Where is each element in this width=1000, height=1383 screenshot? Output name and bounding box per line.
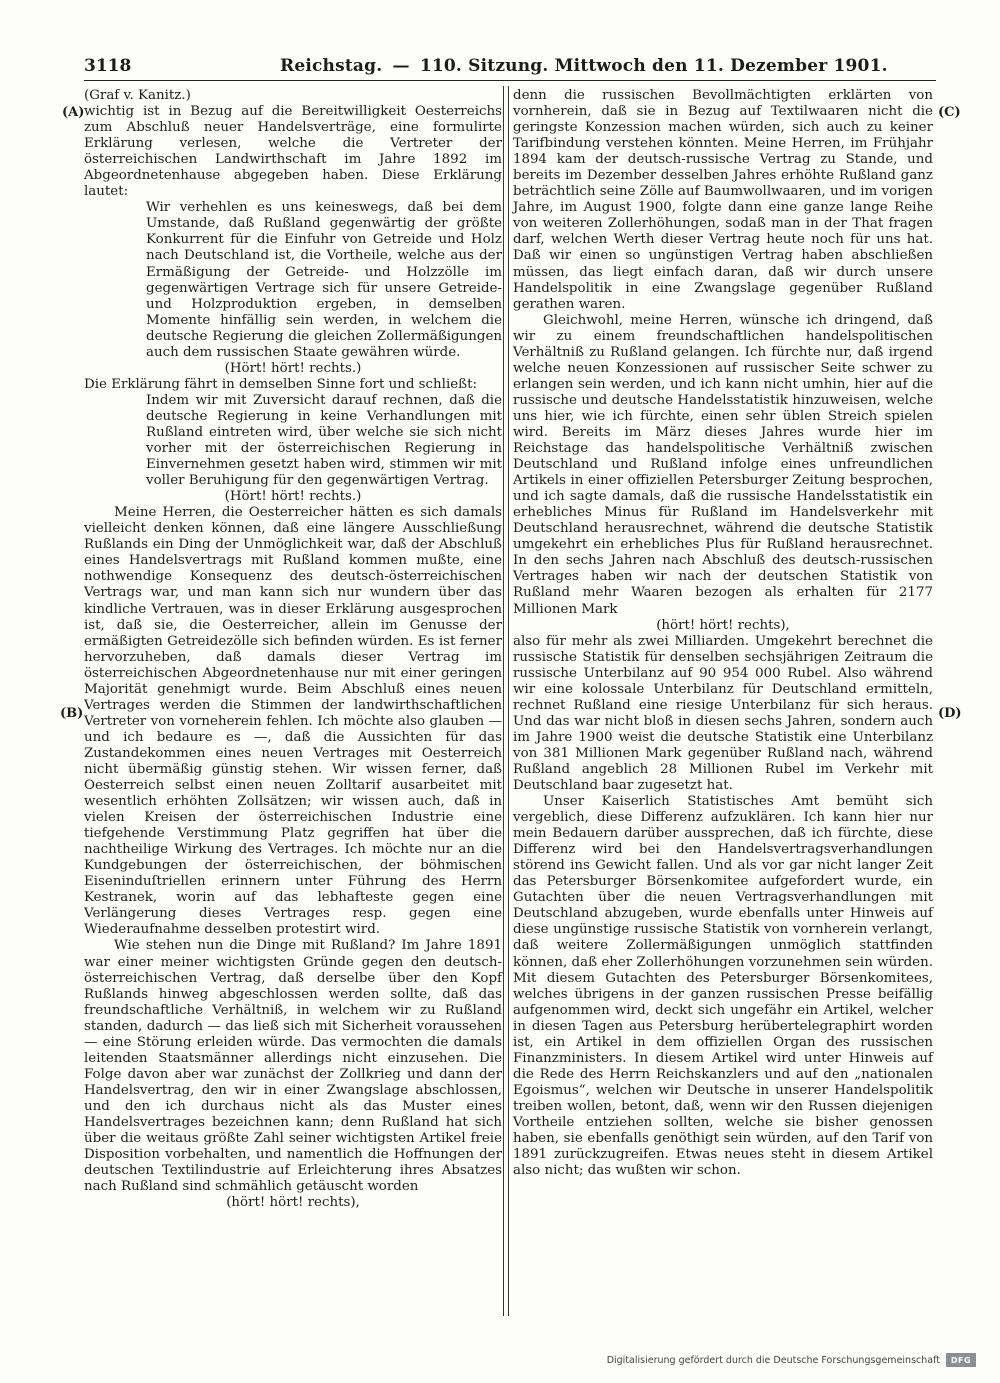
block-quote: Wir verhehlen es uns keineswegs, daß bei dem Umstande, daß Rußland gegenwärtig der größte Konkurrent für die Einfuhr von Getreide und Holz nach Deutschland ist, die Vortheile, welche aus der Ermäßigung der Getreide- und Holzzölle im gegenwärtigen Vertrage sich für unsere Getreide- und Holzproduktion ergeben, in demselben Momente hinfällig sein werden, in welchem die deutsche Regierung die gleichen Zollermäßigungen auch dem russischen Staate gewähren würde.	[146, 200, 502, 360]
interjection: (Hört! hört! rechts.)	[224, 360, 362, 376]
header-date: Mittwoch den 11. Dezember 1901.	[554, 56, 888, 76]
paragraph: Unser Kaiserlich Statistisches Amt bemüht sich vergeblich, diese Differenz aufzuklären. Ich kann hier nur mein Bedauern darüber aussprechen, daß ich fürchte, diese Differenz wird bei den Handelsvertragsverhandlungen störend ins Gewicht fallen. Und als vor gar nicht langer Zeit das Petersburger Börsenkomitee aufgefordert wurde, ein Gutachten über die neuen Vertragsverhandlungen mit Deutschland abzugeben, wurde ebenfalls unter Hinweis auf diese ungünstige russische Statistik von vornherein verlangt, daß weitere Zollermäßigungen unmöglich stattfinden können, daß eher Zollerhöhungen vorzunehmen sein würden. Mit diesem Gutachten des Petersburger Börsenkomitees, welches übrigens in der ganzen russischen Presse beifällig aufgenommen wird, deckt sich ungefähr ein Artikel, welcher in diesen Tagen aus Petersburg herübertelegraphirt worden ist, ein Artikel in dem offiziellen Organ des russischen Finanzministers. In diesem Artikel wird unter Hinweis auf die Rede des Herrn Reichskanzlers und auf den „nationalen Egoismus“, welchen wir Deutsche in unserer Handelspolitik treiben wollen, betont, daß, wenn wir den Russen diejenigen Vortheile entziehen sollten, welche sie bisher genossen haben, sie ebenfalls genöthigt sein würden, auf den Tarif von 1891 zurückzugreifen. Etwas neues steht in diesem Artikel also nicht; das wußten wir schon.	[513, 794, 933, 1179]
funding-note: Digitalisierung gefördert durch die Deutsche Forschungsgemeinschaft	[606, 1354, 940, 1366]
paragraph: Die Erklärung fährt in demselben Sinne fort und schließt:	[84, 376, 477, 392]
block-quote: Indem wir mit Zuversicht darauf rechnen, daß die deutsche Regierung in keine Verhandlungen mit Rußland eintreten wird, über welche sie sich nicht vorher mit der österreichischen Regierung in Einvernehmen gesetzt haben wird, stimmen wir mit voller Beruhigung für den gegenwärtigen Vertrag.	[146, 392, 502, 489]
header-rule	[84, 80, 936, 81]
header-session: 110. Sitzung.	[419, 56, 549, 76]
footer	[607, 1351, 976, 1369]
right-column	[513, 88, 933, 1179]
paragraph: Meine Herren, die Oesterreicher hätten es sich damals vielleicht denken können, daß eine längere Ausschließung Rußlands ein Ding der Unmöglichkeit war, daß der Abschluß eines Handelsvertrags mit Rußland kommen mußte, eine nothwendige Konsequenz des deutsch-österreichischen Vertrags war, und man kann sich nur wundern über das kindliche Vertrauen, was in dieser Erklärung ausgesprochen ist, daß sie, die Oesterreicher, allein im Genusse der ermäßigten Getreidezölle sich befinden würden. Es ist ferner hervorzuheben, daß damals dieser Vertrag im österreichischen Abgeordnetenhause nur mit einer geringen Majorität genehmigt wurde. Beim Abschluß eines neuen Vertrages werden die Stimmen der landwirthschaftlichen Vertreter von vorneherein fehlen. Ich möchte also glauben — und ich bedaure es —, daß die Aussichten für das Zustandekommen eines neuen Vertrages mit Oesterreich nicht übermäßig günstig stehen. Wir wissen ferner, daß Oesterreich selbst einen neuen Zolltarif ausarbeitet mit wesentlich erhöhten Zollsätzen; wir wissen auch, daß in vielen Kreisen der österreichischen Industrie eine tiefgehende Verstimmung Platz gegriffen hat über die nachtheilige Wirkung des Vertrages. Ich möchte nur an die Kundgebungen der österreichischen, der böhmischen Eiseninduſtriellen erinnern unter Führung des Herrn Kestranek, worin auf das lebhafteste gegen eine Verlängerung dieses Vertrages resp. gegen eine Wiederaufnahme desselben protestirt wird.	[84, 505, 502, 938]
page-header	[84, 56, 936, 78]
paragraph: Gleichwohl, meine Herren, wünsche ich dringend, daß wir zu einem freundschaftlichen handelspolitischen Verhältniß zu Rußland gelangen. Ich fürchte nur, daß irgend welche neuen Konzessionen auf russischer Seite schwer zu erlangen sein werden, und ich kann nicht umhin, hier auf die russische und deutsche Handelsstatistik hinzuweisen, welche uns hier, wie ich fürchte, einen sehr üblen Streich spielen wird. Bereits im März dieses Jahres wurde hier im Reichstage das handelspolitische Verhältniß zwischen Deutschland und Rußland infolge eines unfreundlichen Artikels in einer offiziellen Petersburger Zeitung besprochen, und ich sagte damals, daß die russische Handelsstatistik ein erhebliches Minus für Rußland im Handelsverkehr mit Deutschland herausrechnet, während die deutsche Statistik umgekehrt ein erhebliches Plus für Rußland herausrechnet. In den sechs Jahren nach Abschluß des deutsch-russischen Vertrages haben wir nach der deutschen Statistik von Rußland mehr Waaren bezogen als erhalten für 2177 Millionen Mark	[513, 312, 933, 617]
margin-label-c: (C)	[938, 105, 961, 120]
running-head	[280, 56, 888, 76]
paragraph: Wie stehen nun die Dinge mit Rußland? Im Jahre 1891 war einer meiner wichtigsten Gründe gegen den deutsch-österreichischen Vertrag, daß derselbe über den Kopf Rußlands hinweg abgeschlossen werden sollte, daß das freundschaftliche Verhältniß, in welchem wir zu Rußland standen, dadurch — das ließ sich mit Sicherheit voraussehen — eine Störung erleiden würde. Das vermochten die damals leitenden Staatsmänner allerdings nicht einzusehen. Die Folge davon aber war zunächst der Zollkrieg und dann der Handelsvertrag, den wir in einer Zwangslage abschlossen, und den ich durchaus nicht als das Muster eines Handelsvertrages bezeichnen kann; denn Rußland hat sich über die weitaus größte Zahl seiner wichtigsten Artikel freie Disposition vorbehalten, und namentlich die Hoffnungen der deutschen Textilindustrie auf Erleichterung ihres Absatzes nach Rußland sind schmählich getäuscht worden	[84, 938, 502, 1195]
column-divider	[503, 86, 509, 1316]
interjection: (hört! hört! rechts),	[656, 617, 790, 633]
left-column	[84, 88, 502, 1211]
paragraph: also für mehr als zwei Milliarden. Umgekehrt berechnet die russische Statistik für denselben sechsjährigen Zeitraum die russische Unterbilanz auf 90 954 000 Rubel. Also während wir eine kolossale Unterbilanz für Deutschland ermitteln, rechnet Rußland eine riesige Unterbilanz für sich heraus. Und das war nicht bloß in diesen sechs Jahren, sondern auch im Jahre 1900 weist die deutsche Statistik eine Unterbilanz von 381 Millionen Mark gegenüber Rußland nach, während Rußland angeblich 28 Millionen Rubel im Verkehr mit Deutschland baar zugesetzt hat.	[513, 633, 933, 794]
speaker-name: (Graf v. Kanitz.)	[84, 88, 191, 103]
margin-label-d: (D)	[938, 706, 962, 721]
header-dash: —	[392, 56, 410, 76]
dfg-logo: DFG	[946, 1353, 976, 1367]
page-number: 3118	[84, 56, 132, 76]
interjection: (Hört! hört! rechts.)	[224, 489, 362, 505]
paragraph: wichtig ist in Bezug auf die Bereitwilligkeit Oesterreichs zum Abschluß neuer Handelsverträge, eine formulirte Erklärung verlesen, welche die Vertreter der österreichischen Landwirthschaft im Jahre 1892 im Abgeordnetenhause abgegeben haben. Diese Erklärung lautet:	[84, 104, 502, 200]
margin-label-b: (B)	[60, 706, 84, 721]
margin-label-a: (A)	[62, 105, 85, 120]
interjection: (hört! hört! rechts),	[226, 1195, 360, 1211]
header-body: Reichstag.	[280, 56, 383, 76]
paragraph: denn die russischen Bevollmächtigten erklärten von vornherein, daß sie in Bezug auf Textilwaaren nicht die geringste Konzession machen würden, sich auch zu keiner Tarifbindung verstehen könnten. Meine Herren, im Frühjahr 1894 kam der deutsch-russische Vertrag zu Stande, und bereits im Dezember desselben Jahres erhöhte Rußland ganz beträchtlich seine Zölle auf Baumwollwaaren, und im vorigen Jahre, im August 1900, folgte dann eine ganze lange Reihe von weiteren Zollerhöhungen, sodaß man in der That fragen darf, welchen Werth dieser Vertrag heute noch für uns hat. Daß wir einen so ungünstigen Vertrag haben abschließen müssen, das liegt einfach daran, daß wir durch unsere Handelspolitik in eine Zwangslage gegenüber Rußland gerathen waren.	[513, 88, 933, 312]
